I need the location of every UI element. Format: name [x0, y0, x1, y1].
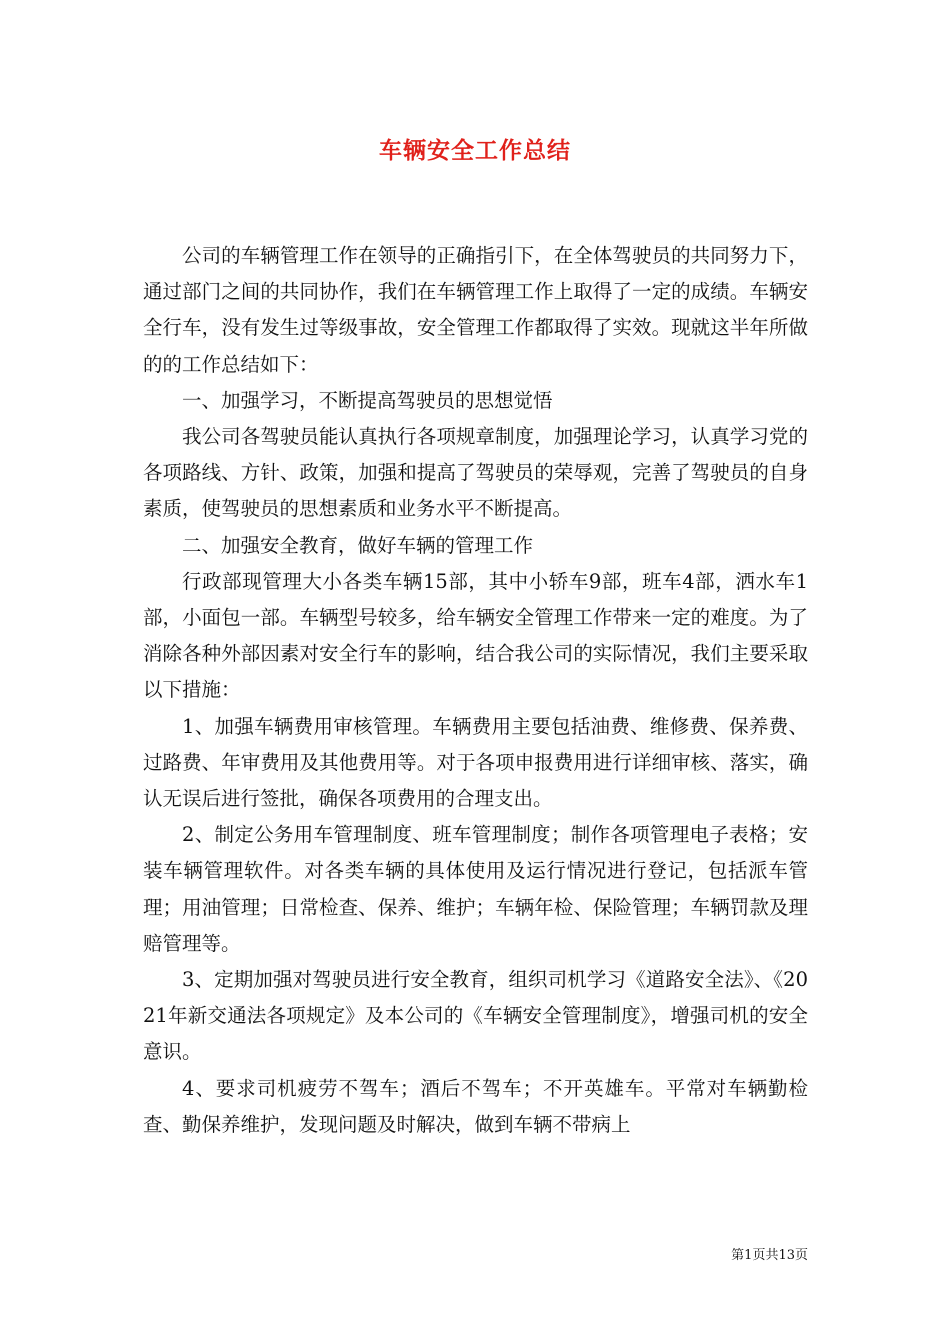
measure-item-3: 3、定期加强对驾驶员进行安全教育，组织司机学习《道路安全法》、《2021年新交通法各项规定》及本公司的《车辆安全管理制度》，增强司机的安全意识。	[143, 968, 808, 1064]
paragraph-section-2: 行政部现管理大小各类车辆15部，其中小轿车9部，班车4部，洒水车1部，小面包一部。车辆型号较多，给车辆安全管理工作带来一定的难度。为了消除各种外部因素对安全行车的影响，结合我公司的实际情况，我们主要采取以下措施：	[143, 569, 808, 702]
measure-item-2: 2、制定公务用车管理制度、班车管理制度；制作各项管理电子表格；安装车辆管理软件。对各类车辆的具体使用及运行情况进行登记，包括派车管理；用油管理；日常检查、保养、维护；车辆年检、保险管理；车辆罚款及理赔管理等。	[143, 823, 808, 955]
measure-item-1: 1、加强车辆费用审核管理。车辆费用主要包括油费、维修费、保养费、过路费、年审费用及其他费用等。对于各项申报费用进行详细审核、落实，确认无误后进行签批，确保各项费用的合理支出。	[143, 714, 808, 811]
document-body	[143, 238, 808, 1143]
document-title: 车辆安全工作总结	[379, 137, 571, 164]
section-heading-1: 一、加强学习，不断提高驾驶员的思想觉悟	[182, 388, 553, 412]
measure-item-4: 4、要求司机疲劳不驾车；酒后不驾车；不开英雄车。平常对车辆勤检查、勤保养维护，发现问题及时解决，做到车辆不带病上	[143, 1076, 808, 1136]
page-number-footer: 第1页共13页	[731, 1248, 808, 1263]
paragraph-section-1: 我公司各驾驶员能认真执行各项规章制度，加强理论学习，认真学习党的各项路线、方针、政策，加强和提高了驾驶员的荣辱观，完善了驾驶员的自身素质，使驾驶员的思想素质和业务水平不断提高。	[143, 425, 808, 521]
section-heading-2: 二、加强安全教育，做好车辆的管理工作	[182, 533, 534, 557]
paragraph-intro: 公司的车辆管理工作在领导的正确指引下，在全体驾驶员的共同努力下，通过部门之间的共同协作，我们在车辆管理工作上取得了一定的成绩。车辆安全行车，没有发生过等级事故，安全管理工作都取得了实效。现就这半年所做的的工作总结如下：	[143, 244, 808, 376]
